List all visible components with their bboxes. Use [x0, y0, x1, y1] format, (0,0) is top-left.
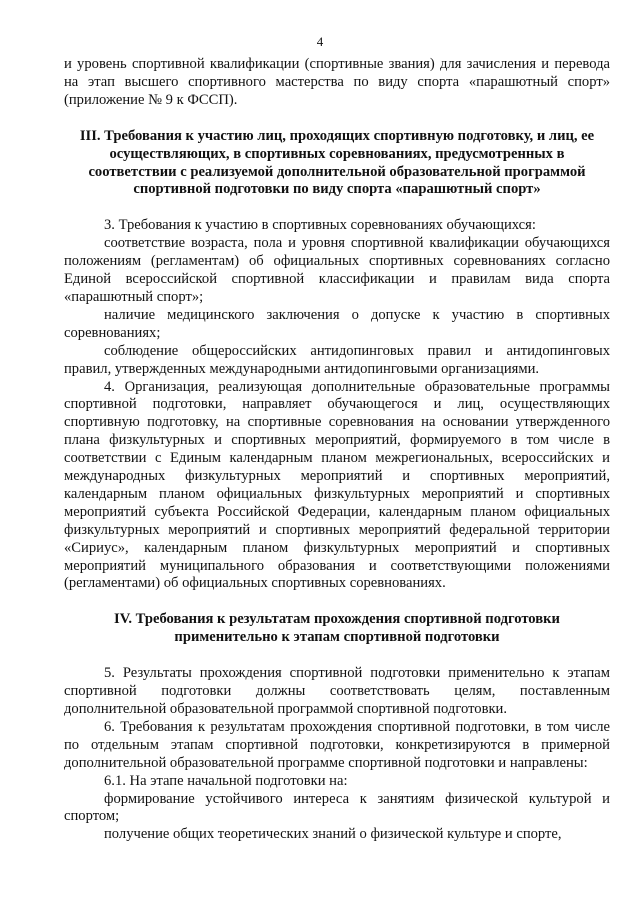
- page-number: 4: [316, 34, 324, 49]
- section-4-paragraph: получение общих теоретических знаний о физической культуре и спорте,: [104, 826, 562, 843]
- section-4-paragraph: 6.1. На этапе начальной подготовки на:: [104, 772, 348, 789]
- document-body: [64, 56, 610, 844]
- section-4-title: IV. Требования к результатам прохождения спортивной подготовки применительно к этапам спортивной подготовки: [114, 611, 560, 646]
- section-3-paragraph: соответствие возраста, пола и уровня спортивной квалификации обучающихся положениям (регламентам) об официальных спортивных соревнованиях согласно Единой всероссийской спортивной классификации и правилам вида спорта «парашютный спорт»;: [64, 235, 610, 305]
- section-4-paragraph: 6. Требования к результатам прохождения спортивной подготовки, в том числе по отдельным этапам спортивной подготовки, конкретизируются в примерной дополнительной образовательной программе спортивной подготовки и направлены:: [64, 718, 610, 771]
- section-3-paragraph: соблюдение общероссийских антидопинговых правил и антидопинговых правил, утвержденных международными антидопинговыми организациями.: [64, 342, 610, 377]
- intro-paragraph: и уровень спортивной квалификации (спортивные звания) для зачисления и перевода на этап высшего спортивного мастерства по виду спорта «парашютный спорт» (приложение № 9 к ФССП).: [64, 56, 610, 108]
- section-4-paragraph: 5. Результаты прохождения спортивной подготовки применительно к этапам спортивной подготовки должны соответствовать целям, поставленным дополнительной образовательной программой спортивной подготовки.: [64, 665, 610, 717]
- section-3-title: III. Требования к участию лиц, проходящих спортивную подготовку, и лиц, ее осуществляющих, в спортивных соревнованиях, предусмотренных в соответствии с реализуемой дополнительной образовательной программой спортивной подготовки по виду спорта «парашютный спорт»: [79, 127, 595, 198]
- section-3-paragraph: 4. Организация, реализующая дополнительные образовательные программы спортивной подготовки, направляет обучающегося и лиц, осуществляющих спортивную подготовку, на спортивные соревнования на основании утвержденного плана физкультурных и спортивных мероприятий, формируемого в том числе в соответствии с Единым календарным планом межрегиональных, всероссийских и международных физкультурных мероприятий и спортивных мероприятий, календарным планом официальных физкультурных мероприятий и спортивных мероприятий субъекта Российской Федерации, календарным планом официальных физкультурных мероприятий и спортивных мероприятий федеральной территории «Сириус», календарным планом физкультурных мероприятий и спортивных мероприятий муниципального образования и соответствующими положениями (регламентами) об официальных спортивных соревнованиях.: [64, 378, 610, 592]
- section-3-heading-block: [64, 128, 610, 200]
- section-3-paragraph: наличие медицинского заключения о допуске к участию в спортивных соревнованиях;: [64, 306, 610, 341]
- section-4-paragraph: формирование устойчивого интереса к занятиям физической культурой и спортом;: [64, 790, 610, 825]
- section-4-heading-block: [64, 611, 610, 647]
- section-3-paragraph: 3. Требования к участию в спортивных соревнованиях обучающихся:: [104, 217, 536, 234]
